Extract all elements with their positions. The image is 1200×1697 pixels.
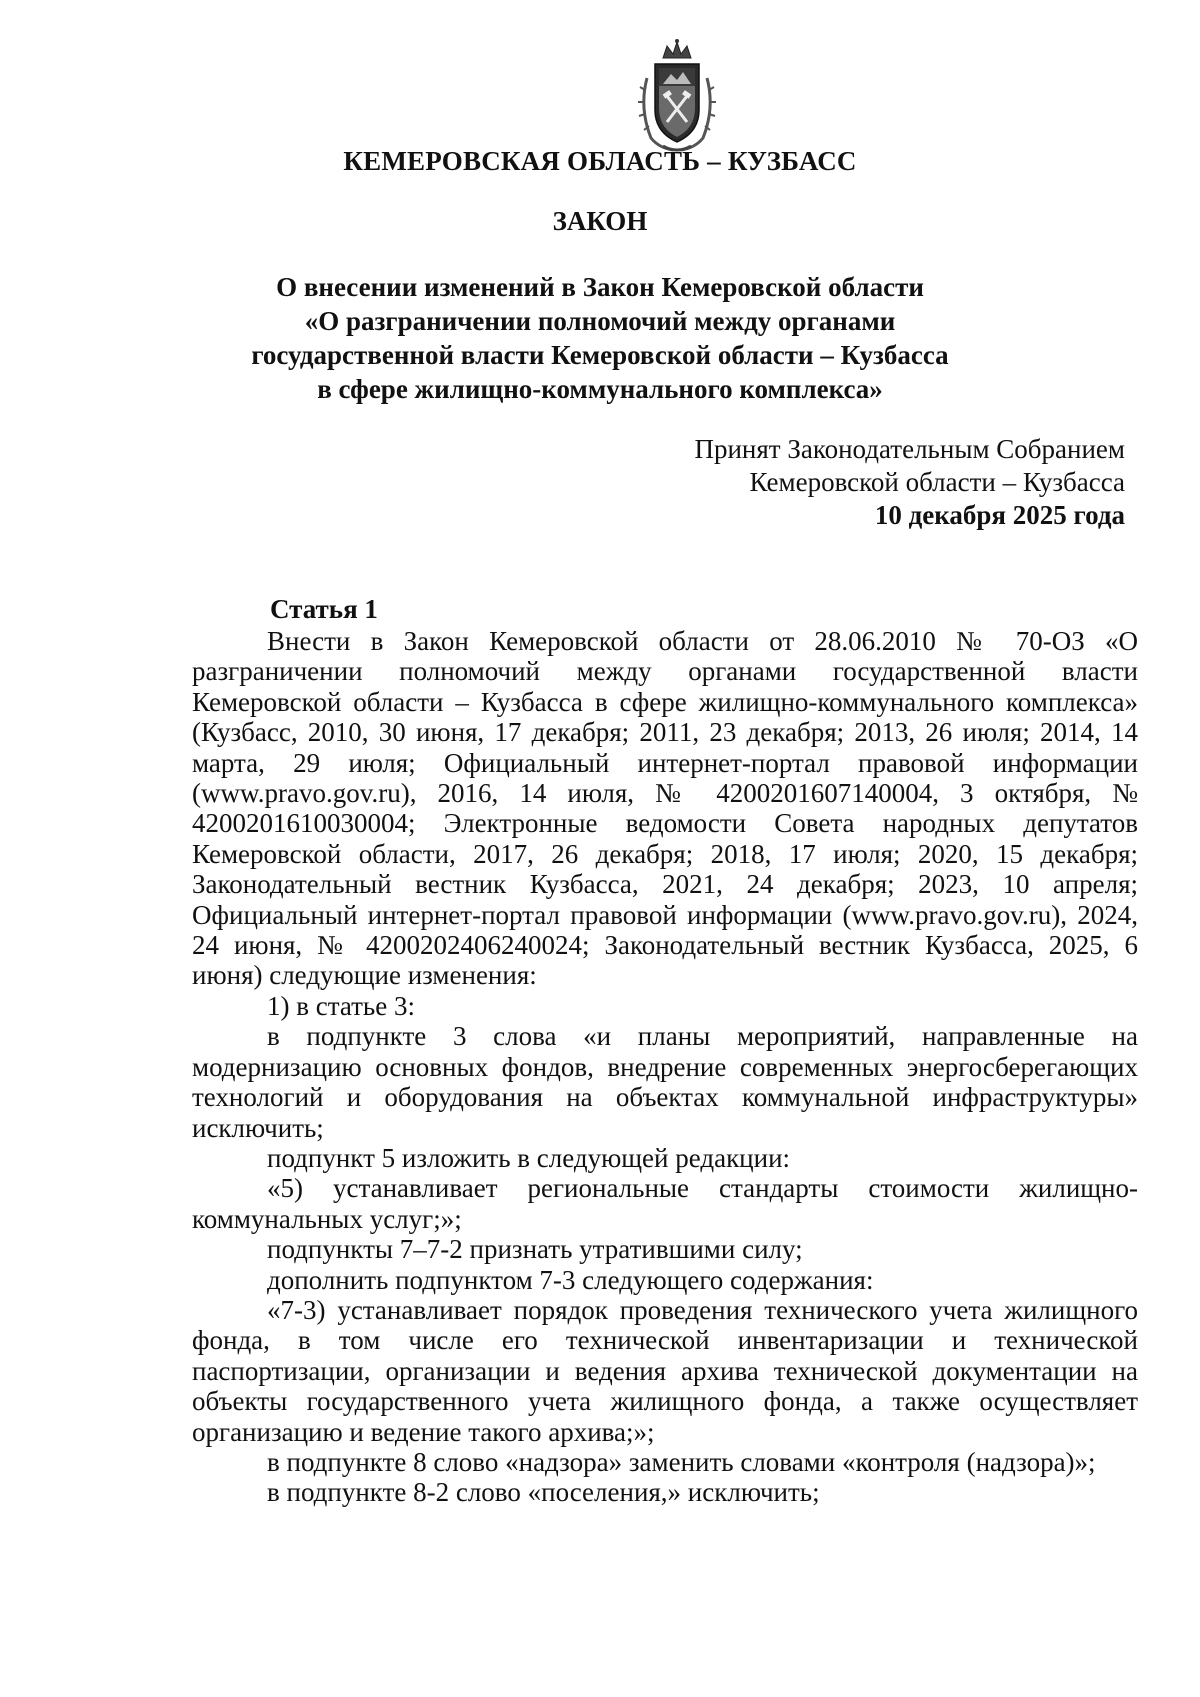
adoption-line: Кемеровской области – Кузбасса	[749, 467, 1125, 497]
law-title-line: государственной власти Кемеровской области – Кузбасса	[251, 340, 949, 370]
adoption-block	[694, 433, 1125, 532]
article-paragraph: подпункт 5 изложить в следующей редакции:	[267, 1142, 791, 1173]
article-paragraph: в подпункте 3 слова «и планы мероприятий, направленные на модернизацию основных фондов, внедрение современных энергосберегающих технологий и оборудования на объектах коммунальной инфраструктуры» исключить;	[192, 1021, 1138, 1143]
article-paragraph: подпункты 7–7-2 признать утратившими силу;	[267, 1234, 803, 1265]
law-title	[200, 270, 1000, 406]
adoption-line: Принят Законодательным Собранием	[694, 434, 1125, 464]
law-title-line: О внесении изменений в Закон Кемеровской области	[276, 272, 924, 302]
article-heading: Статья 1	[270, 594, 378, 624]
article-paragraph: «5) устанавливает региональные стандарты стоимости жилищно-коммунальных услуг;»;	[192, 1173, 1138, 1234]
region-title: КЕМЕРОВСКАЯ ОБЛАСТЬ – КУЗБАСС	[343, 146, 857, 176]
article-paragraph: в подпункте 8 слово «надзора» заменить словами «контроля (надзора)»;	[267, 1446, 1096, 1477]
document-type: ЗАКОН	[552, 206, 648, 236]
article-paragraph: в подпункте 8-2 слово «поселения,» исключить;	[267, 1477, 820, 1508]
law-title-line: в сфере жилищно-коммунального комплекса»	[317, 374, 883, 404]
law-title-line: «О разграничении полномочий между органами	[304, 306, 896, 336]
coat-of-arms-icon	[633, 38, 721, 158]
article-paragraph: дополнить подпунктом 7-3 следующего содержания:	[267, 1264, 874, 1295]
article-paragraph: Внести в Закон Кемеровской области от 28.06.2010 № 70-ОЗ «О разграничении полномочий между органами государственной власти Кемеровской области – Кузбасса в сфере жилищно-коммунального комплекса» (Кузбасс, 2010, 30 июня, 17 декабря; 2011, 23 декабря; 2013, 26 июля; 2014, 14 марта, 29 июля; Официальный интернет-портал правовой информации (www.pravo.gov.ru), 2016, 14 июля, № 4200201607140004, 3 октября, № 4200201610030004; Электронные ведомости Совета народных депутатов Кемеровской области, 2017, 26 декабря; 2018, 17 июля; 2020, 15 декабря; Законодательный вестник Кузбасса, 2021, 24 декабря; 2023, 10 апреля; Официальный интернет-портал правовой информации (www.pravo.gov.ru), 2024, 24 июня, № 4200202406240024; Законодательный вестник Кузбасса, 2025, 6 июня) следующие изменения:	[192, 626, 1138, 991]
article-paragraph: 1) в статье 3:	[267, 990, 415, 1021]
article-paragraph: «7-3) устанавливает порядок проведения технического учета жилищного фонда, в том числе его технической инвентаризации и технической паспортизации, организации и ведения архива технической документации на объекты государственного учета жилищного фонда, а также осуществляет организацию и ведение такого архива;»;	[192, 1294, 1138, 1447]
adoption-date: 10 декабря 2025 года	[874, 500, 1125, 530]
article-body	[192, 626, 1138, 1508]
